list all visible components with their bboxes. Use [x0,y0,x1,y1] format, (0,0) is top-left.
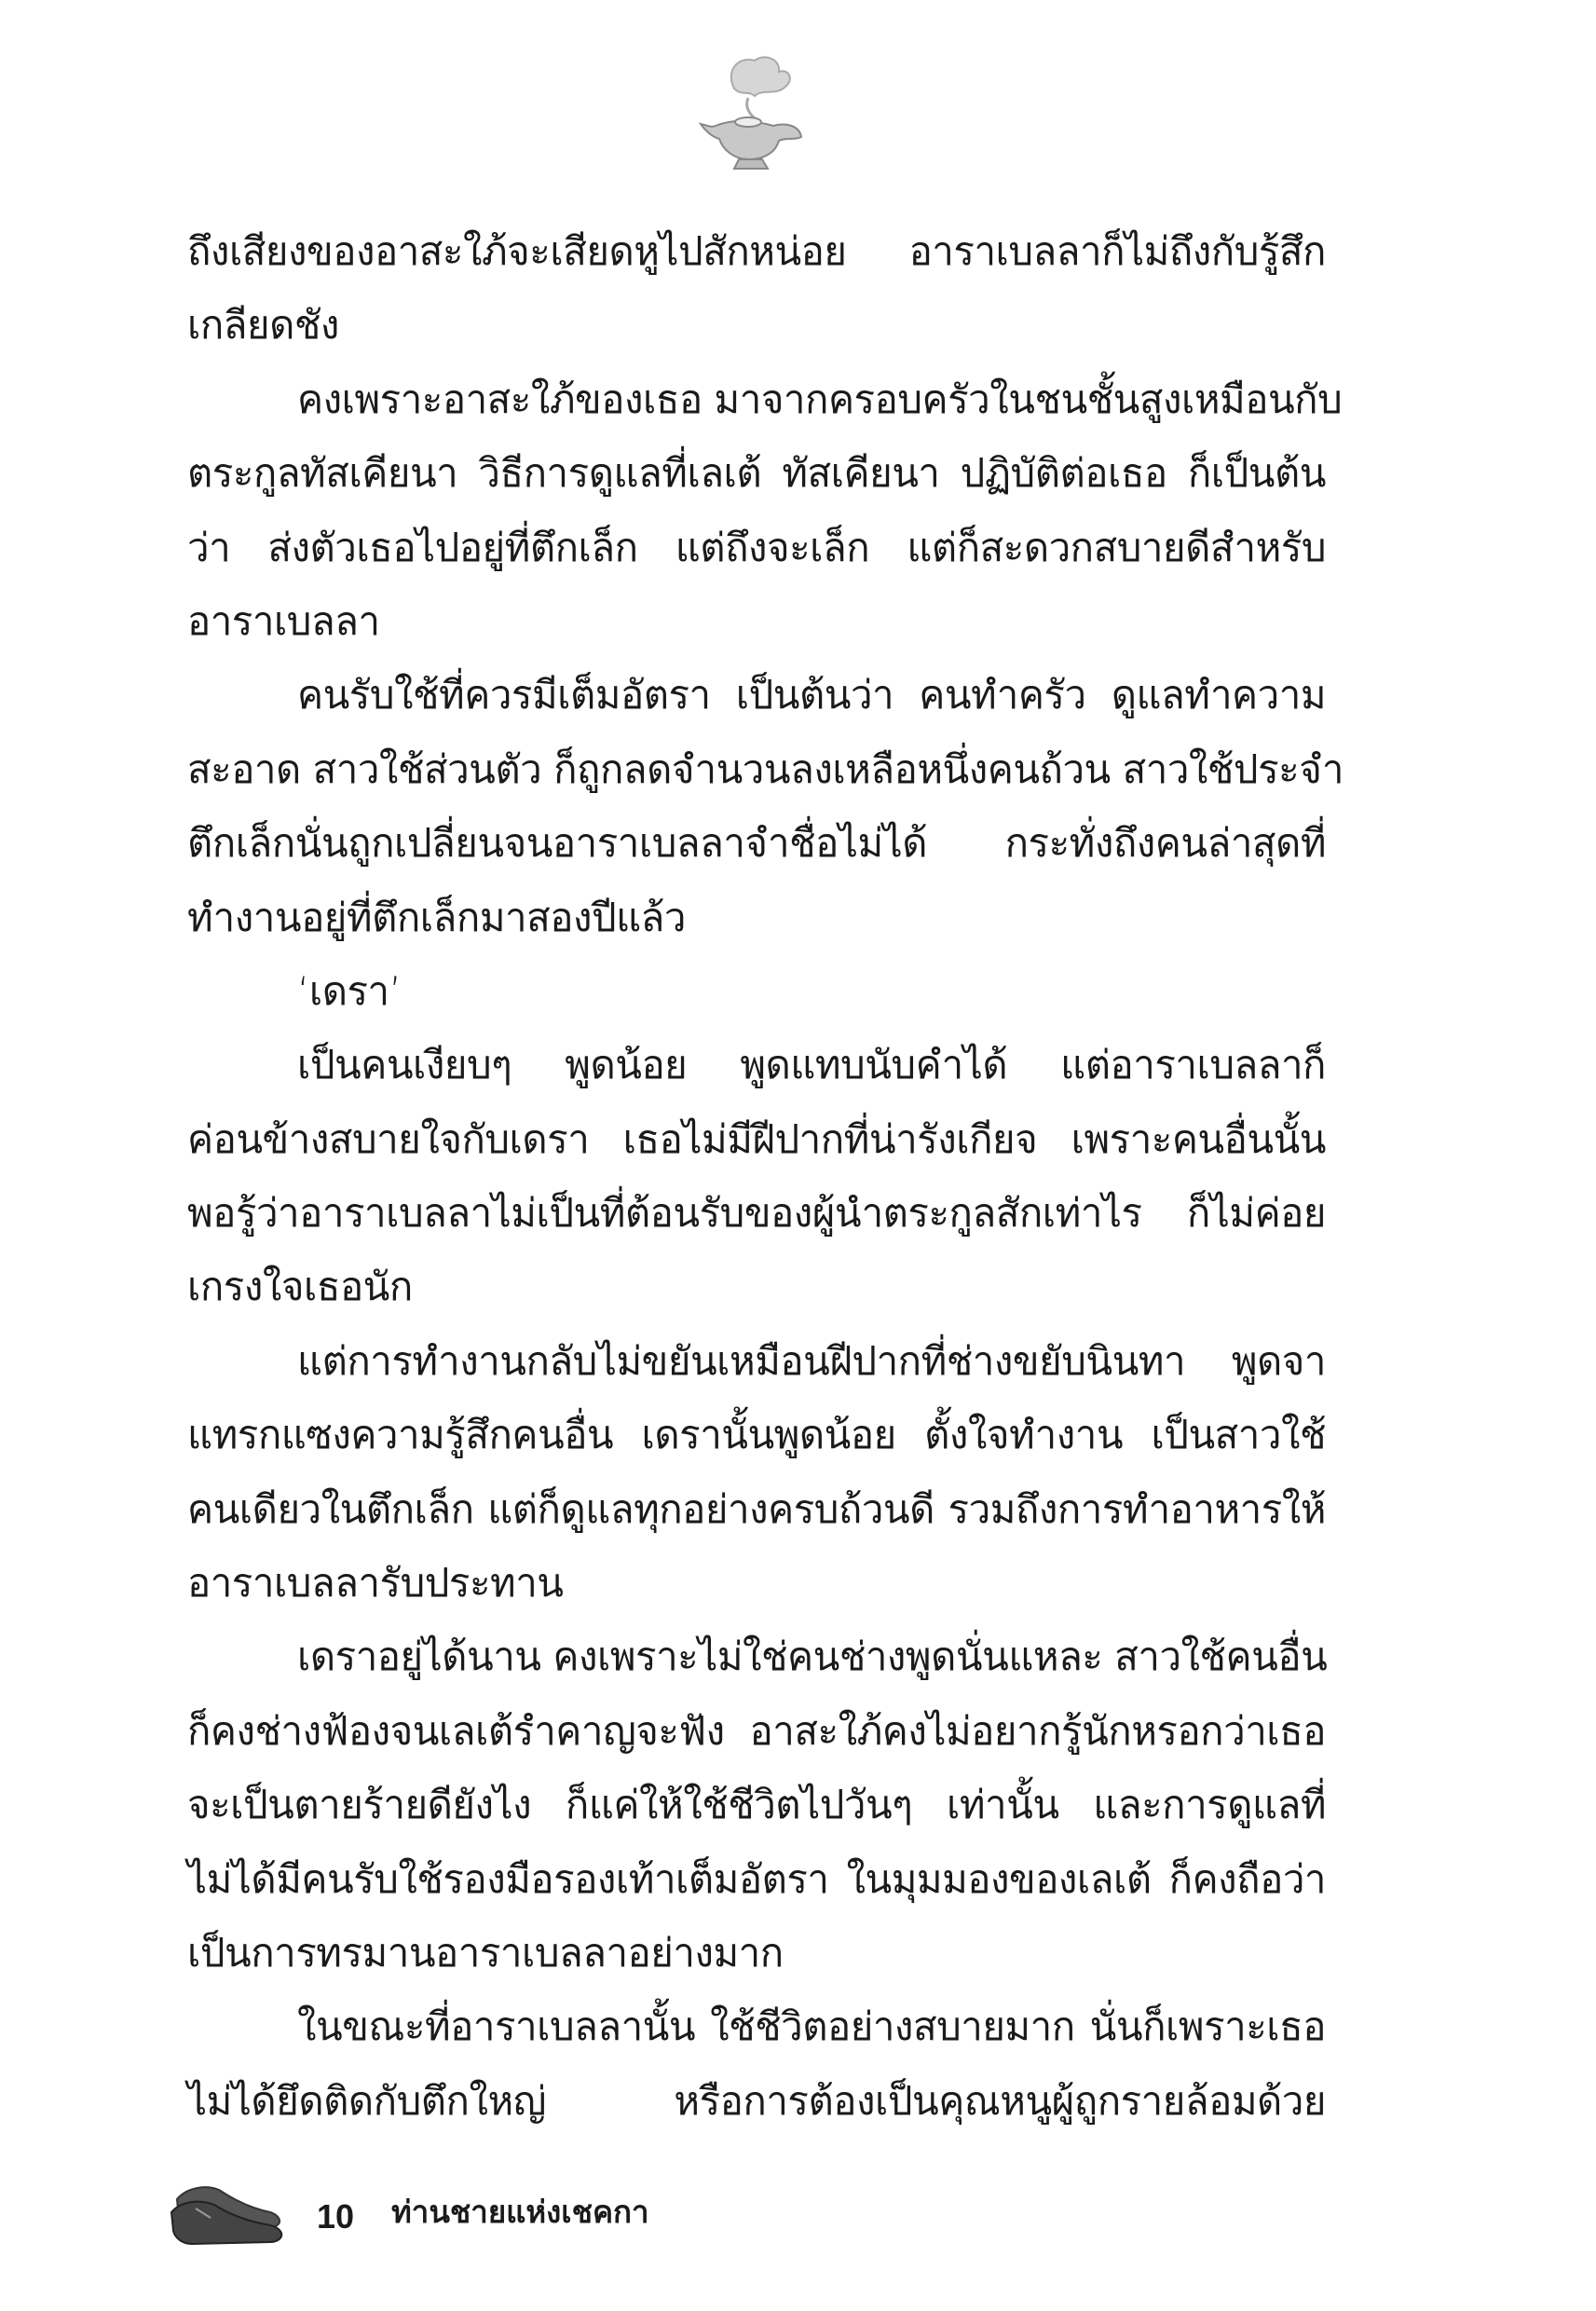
page-number: 10 [317,2197,355,2236]
text-line: คนเดียวในตึกเล็ก แต่ก็ดูแลทุกอย่างครบถ้วนดี รวมถึงการทำอาหารให้ [187,1485,1326,1532]
text-line: ถึงเสียงของอาสะใภ้จะเสียดหูไปสักหน่อย อาราเบลลาก็ไม่ถึงกับรู้สึก [187,228,1326,274]
shoes-icon [168,2171,298,2246]
text-line: คงเพราะอาสะใภ้ของเธอ มาจากครอบครัวในชนชั้นสูงเหมือนกับ [297,376,1343,422]
text-line: ตึกเล็กนั่นถูกเปลี่ยนจนอาราเบลลาจำชื่อไม่ได้ กระทั่งถึงคนล่าสุดที่ [187,820,1326,867]
text-line: แทรกแซงความรู้สึกคนอื่น เดรานั้นพูดน้อย ตั้งใจทำงาน เป็นสาวใช้ [187,1412,1326,1458]
text-line: ‘เดรา’ [297,967,402,1014]
text-line: สะอาด สาวใช้ส่วนตัว ก็ถูกลดจำนวนลงเหลือหนึ่งคนถ้วน สาวใช้ประจำ [187,745,1344,792]
text-line: พอรู้ว่าอาราเบลลาไม่เป็นที่ต้อนรับของผู้นำตระกูลสักเท่าไร ก็ไม่ค่อย [187,1190,1326,1237]
text-line: เป็นคนเงียบๆ พูดน้อย พูดแทบนับคำได้ แต่อาราเบลลาก็ [297,1042,1326,1088]
text-line: ทำงานอยู่ที่ตึกเล็กมาสองปีแล้ว [187,894,687,940]
text-line: ไม่ได้ยึดติดกับตึกใหญ่ หรือการต้องเป็นคุณหนูผู้ถูกรายล้อมด้วย [187,2077,1326,2124]
text-line: แต่การทำงานกลับไม่ขยันเหมือนฝีปากที่ช่างขยับนินทา พูดจา [297,1337,1326,1384]
text-line: เดราอยู่ได้นาน คงเพราะไม่ใช่คนช่างพูดนั่นแหละ สาวใช้คนอื่น [297,1634,1328,1680]
text-line: เกรงใจเธอนัก [187,1264,413,1310]
text-line: คนรับใช้ที่ควรมีเต็มอัตรา เป็นต้นว่า คนทำครัว ดูแลทำความ [297,672,1326,718]
text-line: ในขณะที่อาราเบลลานั้น ใช้ชีวิตอย่างสบายมาก นั่นก็เพราะเธอ [297,2003,1326,2050]
text-line: ก็คงช่างฟ้องจนเลเต้รำคาญจะฟัง อาสะใภ้คงไม่อยากรู้นักหรอกว่าเธอ [187,1707,1326,1754]
page-footer [168,2162,649,2246]
text-line: ว่า ส่งตัวเธอไปอยู่ที่ตึกเล็ก แต่ถึงจะเล็ก แต่ก็สะดวกสบายดีสำหรับ [187,524,1326,570]
text-line: เกลียดชัง [187,302,339,349]
genie-lamp-logo [697,51,813,172]
text-line: อาราเบลลา [187,597,380,644]
book-title: ท่านชายแห่งเชคกา [391,2194,649,2230]
text-line: ค่อนข้างสบายใจกับเดรา เธอไม่มีฝีปากที่น่ารังเกียจ เพราะคนอื่นนั้น [187,1115,1326,1162]
text-line: จะเป็นตายร้ายดียังไง ก็แค่ให้ใช้ชีวิตไปวันๆ เท่านั้น และการดูแลที่ [187,1782,1326,1828]
text-line: ตระกูลทัสเคียนา วิธีการดูแลที่เลเต้ ทัสเคียนา ปฏิบัติต่อเธอ ก็เป็นต้น [187,450,1326,497]
text-line: เป็นการทรมานอาราเบลลาอย่างมาก [187,1929,784,1976]
text-line: ไม่ได้มีคนรับใช้รองมือรองเท้าเต็มอัตรา ในมุมมองของเลเต้ ก็คงถือว่า [187,1855,1326,1902]
text-line: อาราเบลลารับประทาน [187,1560,564,1607]
body-text [187,222,1344,2145]
